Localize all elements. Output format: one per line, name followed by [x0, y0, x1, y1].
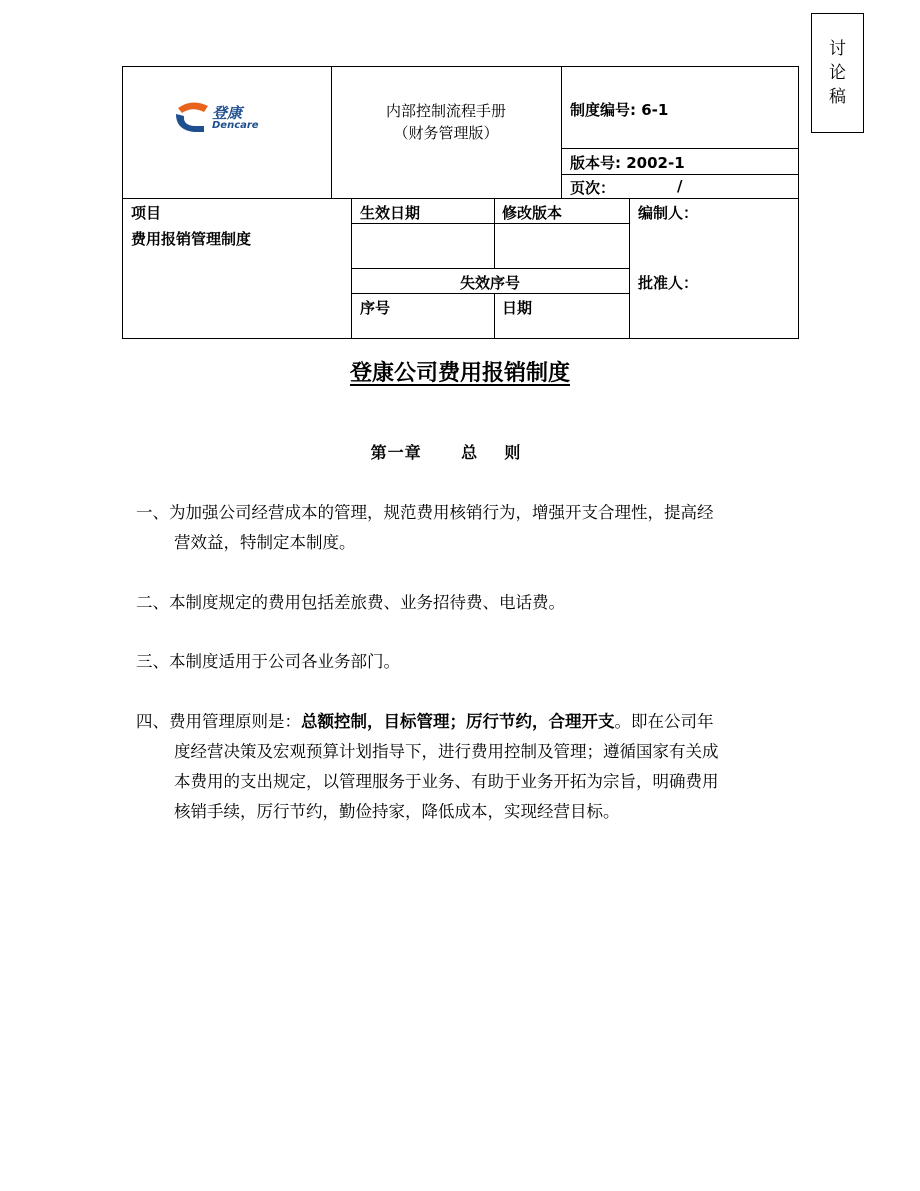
- item-value: 费用报销管理制度: [131, 230, 252, 248]
- page-separator: /: [677, 177, 683, 195]
- page-label: 页次：: [570, 179, 616, 197]
- paragraph-line: 本费用的支出规定，以管理服务于业务、有助于业务开拓为宗旨，明确费用: [174, 772, 719, 791]
- paragraph-4: [136, 707, 776, 827]
- draft-stamp: [811, 13, 864, 133]
- seq-label: 序号: [360, 299, 391, 317]
- paragraph-line: 度经营决策及宏观预算计划指导下，进行费用控制及管理；遵循国家有关成: [174, 742, 719, 761]
- document-title-text: 登康公司费用报销制度: [349, 361, 570, 386]
- draft-char: 论: [829, 63, 846, 83]
- expiry-seq-label: 失效序号: [459, 274, 520, 292]
- version-number: 版本号: 2002-1: [570, 154, 685, 172]
- revision-label: 修改版本: [502, 204, 563, 222]
- paragraph-4-suffix: 。即在公司年: [614, 712, 714, 731]
- logo-cn: 登康: [212, 104, 243, 122]
- doc-number: 制度编号: 6-1: [570, 101, 669, 119]
- paragraph-4-principle: 总额控制，目标管理；厉行节约，合理开支: [301, 712, 615, 731]
- date-label: 日期: [502, 299, 533, 317]
- paragraph-line: 核销手续，厉行节约，勤俭持家，降低成本，实现经营目标。: [174, 802, 620, 821]
- paragraph-3: [136, 647, 776, 677]
- item-label: 项目: [131, 204, 162, 222]
- paragraph-2: [136, 588, 776, 618]
- paragraph-line: [136, 707, 776, 737]
- paragraph-line: 一、为加强公司经营成本的管理，规范费用核销行为，增强开支合理性，提高经: [136, 503, 714, 522]
- paragraph-1: [136, 498, 776, 558]
- approver-label: 批准人：: [638, 274, 699, 292]
- company-logo: [174, 100, 274, 136]
- document-title: [0, 356, 920, 387]
- paragraph-line: 二、本制度规定的费用包括差旅费、业务招待费、电话费。: [136, 593, 565, 612]
- paragraph-4-prefix: 四、费用管理原则是：: [136, 712, 301, 731]
- paragraph-line: 营效益，特制定本制度。: [174, 533, 356, 552]
- logo-mark-icon: [174, 100, 210, 134]
- editor-label: 编制人：: [638, 204, 699, 222]
- chapter-heading: 第一章 总 则: [370, 443, 522, 462]
- manual-title: 内部控制流程手册: [385, 102, 506, 120]
- draft-char: 稿: [829, 87, 846, 107]
- manual-subtitle: （财务管理版）: [393, 124, 499, 142]
- logo-en: Dencare: [212, 120, 259, 131]
- paragraph-line: 三、本制度适用于公司各业务部门。: [136, 652, 400, 671]
- effective-date-label: 生效日期: [360, 204, 421, 222]
- draft-char: 讨: [829, 39, 846, 59]
